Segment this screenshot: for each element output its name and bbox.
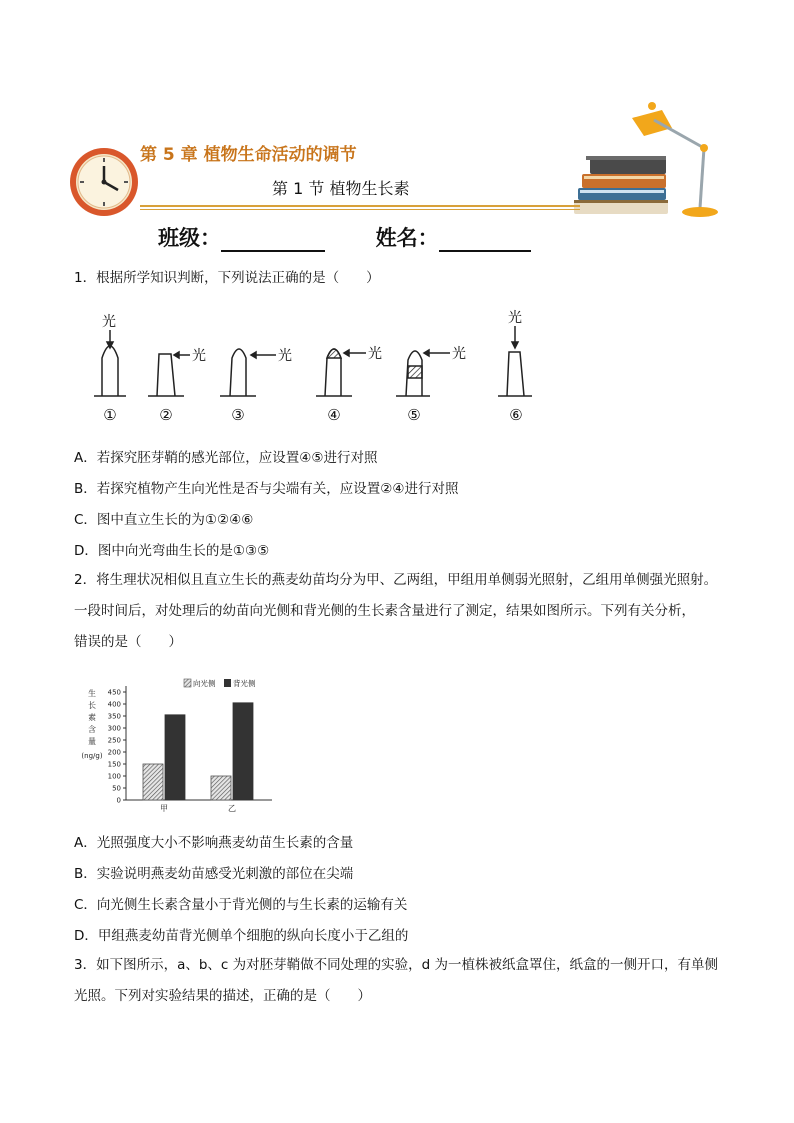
question-3-line-1: 3．如下图所示，a、b、c 为对胚芽鞘做不同处理的实验，d 为一植株被纸盒罩住，纸盒的一侧开口，有单侧 (74, 957, 719, 973)
y-label-char: 素 (88, 713, 96, 722)
coleoptile-1 (102, 346, 118, 396)
question-1-stem: 1．根据所学知识判断，下列说法正确的是（ ） (74, 270, 380, 286)
y-label-char: 长 (88, 701, 96, 710)
clock-illustration (68, 146, 140, 218)
legend-swatch-1 (184, 679, 191, 687)
coleoptile-3 (230, 349, 246, 396)
figure-number-6: ⑥ (509, 406, 523, 424)
student-info-row (158, 222, 531, 252)
q2-option-c[interactable]: C．向光侧生长素含量小于背光侧的与生长素的运输有关 (74, 897, 408, 913)
bar-dark-1 (165, 715, 185, 800)
name-blank[interactable] (439, 228, 531, 252)
legend-label-1: 向光侧 (193, 679, 216, 688)
name-label: 姓名： (375, 226, 439, 250)
x-tick-label: 甲 (160, 804, 168, 813)
figure-number-4: ④ (327, 406, 341, 424)
y-tick-label: 300 (107, 724, 121, 733)
bar-light-1 (143, 764, 163, 800)
question-3-line-2: 光照。下列对实验结果的描述，正确的是（ ） (74, 988, 371, 1004)
y-tick-label: 150 (107, 760, 121, 769)
y-label-char: 生 (88, 689, 96, 698)
bar-light-2 (211, 776, 231, 800)
figure-number-5: ⑤ (407, 406, 421, 424)
light-label-3: 光 (278, 348, 292, 364)
q1-option-d[interactable]: D．图中向光弯曲生长的是①③⑤ (74, 543, 270, 559)
y-tick-label: 450 (107, 688, 121, 697)
legend-label-2: 背光侧 (233, 679, 256, 688)
section-title: 第 1 节 植物生长素 (272, 179, 410, 198)
q2-option-b[interactable]: B．实验说明燕麦幼苗感受光刺激的部位在尖端 (74, 866, 354, 882)
class-label: 班级： (158, 226, 221, 250)
coleoptile-6 (507, 352, 524, 396)
figure-number-2: ② (159, 406, 173, 424)
q2-option-a[interactable]: A．光照强度大小不影响燕麦幼苗生长素的含量 (74, 835, 354, 851)
class-blank[interactable] (221, 228, 325, 252)
y-tick-label: 400 (107, 700, 121, 709)
figure-number-3: ③ (231, 406, 245, 424)
light-label-4: 光 (368, 346, 382, 362)
chapter-title: 第 5 章 植物生命活动的调节 (140, 145, 357, 165)
light-label-5: 光 (452, 346, 466, 362)
y-unit-label: (ng/g) (81, 752, 103, 760)
y-tick-label: 100 (107, 772, 121, 781)
y-label-char: 含 (88, 725, 96, 734)
light-label-1: 光 (102, 314, 116, 330)
y-tick-label: 0 (116, 796, 121, 805)
q1-option-b[interactable]: B．若探究植物产生向光性是否与尖端有关，应设置②④进行对照 (74, 481, 459, 497)
question-2-line-2: 一段时间后，对处理后的幼苗向光侧和背光侧的生长素含量进行了测定，结果如图所示。下列有关分析， (74, 603, 695, 619)
y-tick-label: 250 (107, 736, 121, 745)
x-tick-label: 乙 (228, 804, 236, 813)
y-label-char: 量 (88, 737, 96, 746)
question-2-line-1: 2．将生理状况相似且直立生长的燕麦幼苗均分为甲、乙两组，甲组用单侧弱光照射，乙组用单侧强光照射。 (74, 572, 718, 588)
q1-option-a[interactable]: A．若探究胚芽鞘的感光部位，应设置④⑤进行对照 (74, 450, 378, 466)
light-label-2: 光 (192, 348, 206, 364)
q1-coleoptile-figure (80, 300, 540, 430)
y-tick-label: 350 (107, 712, 121, 721)
figure-number-1: ① (103, 406, 117, 424)
q2-option-d[interactable]: D．甲组燕麦幼苗背光侧单个细胞的纵向长度小于乙组的 (74, 928, 409, 944)
auxin-bar-chart (72, 672, 282, 820)
header-divider-thin (140, 209, 580, 210)
coleoptile-2 (157, 354, 175, 396)
books-lamp-illustration (572, 96, 722, 220)
y-tick-label: 50 (112, 784, 121, 793)
light-label-6: 光 (508, 310, 522, 326)
bar-dark-2 (233, 703, 253, 800)
header-divider (140, 205, 580, 207)
q1-option-c[interactable]: C．图中直立生长的为①②④⑥ (74, 512, 254, 528)
legend-swatch-2 (224, 679, 231, 687)
question-2-line-3: 错误的是（ ） (74, 634, 182, 650)
y-tick-label: 200 (107, 748, 121, 757)
